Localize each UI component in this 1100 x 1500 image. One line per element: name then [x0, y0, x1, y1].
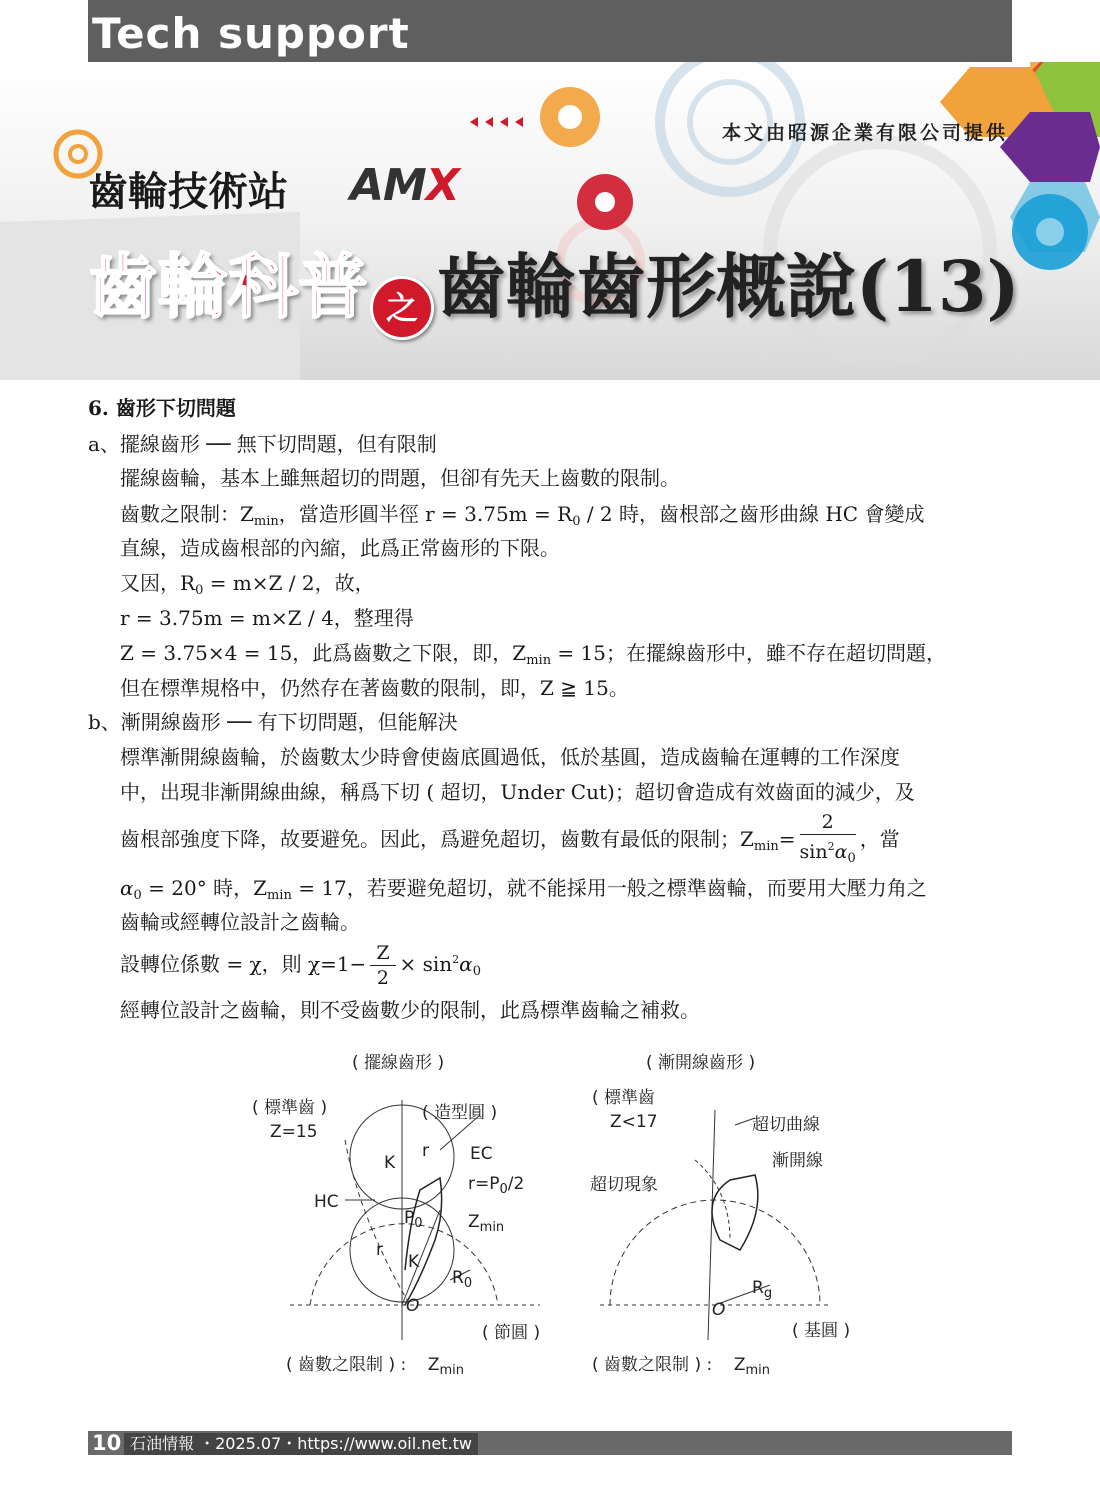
figure-right-limit: ( 齒數之限制 ) : $Z_{min}$	[592, 1355, 771, 1378]
column-title: 齒輪技術站	[88, 169, 288, 215]
figure-left-gen-circle: ( 造型圓 )	[422, 1103, 498, 1123]
label-O: O	[406, 1296, 420, 1316]
label-zmin: $Z_{min}$	[468, 1212, 505, 1235]
label-involute: 漸開線	[772, 1151, 823, 1171]
figure-left-std: ( 標準齒 ) Z=15	[252, 1098, 328, 1142]
fraction: $\frac{2}{\sin^2\alpha_0}$	[799, 811, 856, 866]
subheading-a: a、擺線齒形 ── 無下切問題，但有限制	[88, 432, 437, 456]
paragraph: 擺線齒輪，基本上雖無超切的問題，但卻有先天上齒數的限制。	[120, 466, 680, 490]
page-number: 10	[92, 1431, 122, 1455]
label-r2: r	[376, 1240, 383, 1260]
label-K1: K	[384, 1153, 396, 1173]
paragraph: 齒輪或經轉位設計之齒輪。	[120, 910, 360, 934]
section-tag: Tech support	[92, 9, 410, 58]
section-heading: 6. 齒形下切問題	[88, 396, 236, 420]
label-EC: EC	[470, 1144, 493, 1164]
paragraph: 但在標準規格中，仍然存在著齒數的限制，即，Z ≧ 15。	[120, 676, 629, 700]
credit-line: 本文由昭源企業有限公司提供	[722, 122, 1009, 144]
label-Rg: $R_g$	[752, 1278, 773, 1301]
title-number: (13)	[856, 245, 1020, 328]
paragraph: 直線，造成齒根部的內縮，此爲正常齒形的下限。	[120, 536, 560, 560]
label-r-eq: $r=P_0/2$	[468, 1174, 525, 1197]
label-base-circle: ( 基圓 )	[792, 1321, 851, 1341]
label-undercut: 超切現象	[590, 1175, 658, 1195]
label-HC: HC	[314, 1192, 339, 1212]
main-title	[88, 244, 1020, 340]
fraction: $\frac{Z}{2}$	[370, 941, 395, 990]
label-r1: r	[422, 1141, 429, 1161]
label-O-right: O	[712, 1300, 726, 1320]
paragraph: 齒數之限制：$Z_{min}$，當造形圓半徑 $r = 3.75m = R_0 / 2$ 時，齒根部之齒形曲線 HC 會變成	[120, 502, 925, 529]
paragraph: 設轉位係數 = χ，則 χ=1− $\frac{Z}{2}$ × $\sin^2\alpha_0$	[120, 942, 481, 989]
label-undercut-curve: 超切曲線	[752, 1115, 820, 1135]
title-connector: 之	[370, 276, 434, 340]
figure-left-limit: ( 齒數之限制 ) : $Z_{min}$	[286, 1355, 465, 1378]
publication-info: 石油情報 ・2025.07・https://www.oil.net.tw	[124, 1433, 478, 1455]
label-K2: K	[408, 1252, 420, 1272]
figure-right-std: ( 標準齒 Z<17	[592, 1088, 658, 1132]
amx-logo: AMX	[350, 160, 459, 211]
paragraph: 經轉位設計之齒輪，則不受齒數少的限制，此爲標準齒輪之補救。	[120, 998, 700, 1022]
label-R0: $R_0$	[452, 1268, 473, 1291]
article-body	[88, 392, 1012, 1032]
paragraph: 齒根部強度下降，故要避免。因此，爲避免超切，齒數有最低的限制；$Z_{min}=$ $\frac{2}{\sin^2\alpha_0}$ ，當	[120, 810, 900, 875]
label-P0: $P_0$	[404, 1208, 423, 1231]
paragraph: 中，出現非漸開線曲線，稱爲下切 ( 超切，Under Cut)；超切會造成有效齒面的減少，及	[120, 780, 915, 804]
title-red-part: 齒輪科普	[88, 246, 368, 328]
figure-left-title: ( 擺線齒形 )	[352, 1053, 445, 1073]
subheading-b: b、漸開線齒形 ── 有下切問題，但能解決	[88, 710, 458, 734]
paragraph: $\alpha_0 = 20^\circ$ 時，$Z_{min} = 17$，若要避免超切，就不能採用一般之標準齒輪，而要用大壓力角之	[120, 876, 927, 903]
title-dark-part: 齒輪齒形概說(13)	[436, 245, 1020, 328]
paragraph: 標準漸開線齒輪，於齒數太少時會使齒底圓過低，低於基圓，造成齒輪在運轉的工作深度	[120, 745, 900, 769]
label-pitch-circle: ( 節圓 )	[482, 1323, 541, 1343]
paragraph: Z = 3.75×4 = 15，此爲齒數之下限，即，$Z_{min} = 15$；在擺線齒形中，雖不存在超切問題，	[120, 641, 946, 668]
figure-right-title: ( 漸開線齒形 )	[646, 1053, 756, 1073]
paragraph: 又因，$R_0 = m\times Z / 2$，故，	[120, 571, 375, 598]
paragraph: r = 3.75m = m×Z / 4，整理得	[120, 606, 414, 630]
